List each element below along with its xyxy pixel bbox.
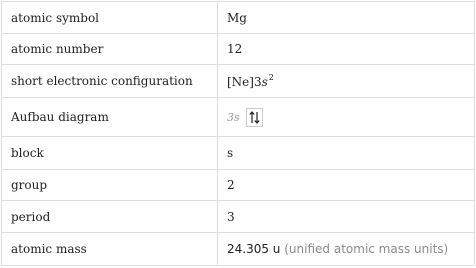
table-row xyxy=(2,65,475,98)
table-row xyxy=(2,201,475,233)
config-core: [Ne]3 xyxy=(227,75,262,89)
row-value: Mg xyxy=(218,2,475,34)
table-row xyxy=(2,233,475,266)
row-label: period xyxy=(2,201,218,233)
row-value: 2 xyxy=(218,170,475,201)
up-down-arrows-icon xyxy=(246,108,263,127)
table-row xyxy=(2,2,475,34)
row-label: short electronic configuration xyxy=(2,65,218,98)
row-label: atomic symbol xyxy=(2,2,218,34)
config-orbital: s xyxy=(261,75,268,89)
properties-table xyxy=(1,1,475,266)
atomic-mass-value: 24.305 u xyxy=(227,242,281,256)
table-row xyxy=(2,137,475,170)
row-value: s xyxy=(218,137,475,170)
unit-note: (unified atomic mass units) xyxy=(284,242,449,256)
row-value: 3 xyxy=(218,201,475,233)
row-label: group xyxy=(2,170,218,201)
table-row xyxy=(2,170,475,201)
config-superscript: 2 xyxy=(268,73,274,82)
row-value: 12 xyxy=(218,34,475,65)
row-label: Aufbau diagram xyxy=(2,98,218,137)
row-value xyxy=(218,98,475,137)
row-label: atomic mass xyxy=(2,233,218,266)
row-label: block xyxy=(2,137,218,170)
table-row xyxy=(2,34,475,65)
orbital-label: 3s xyxy=(227,110,240,124)
table-row xyxy=(2,98,475,137)
row-value xyxy=(218,65,475,98)
row-label: atomic number xyxy=(2,34,218,65)
row-value xyxy=(218,233,475,266)
